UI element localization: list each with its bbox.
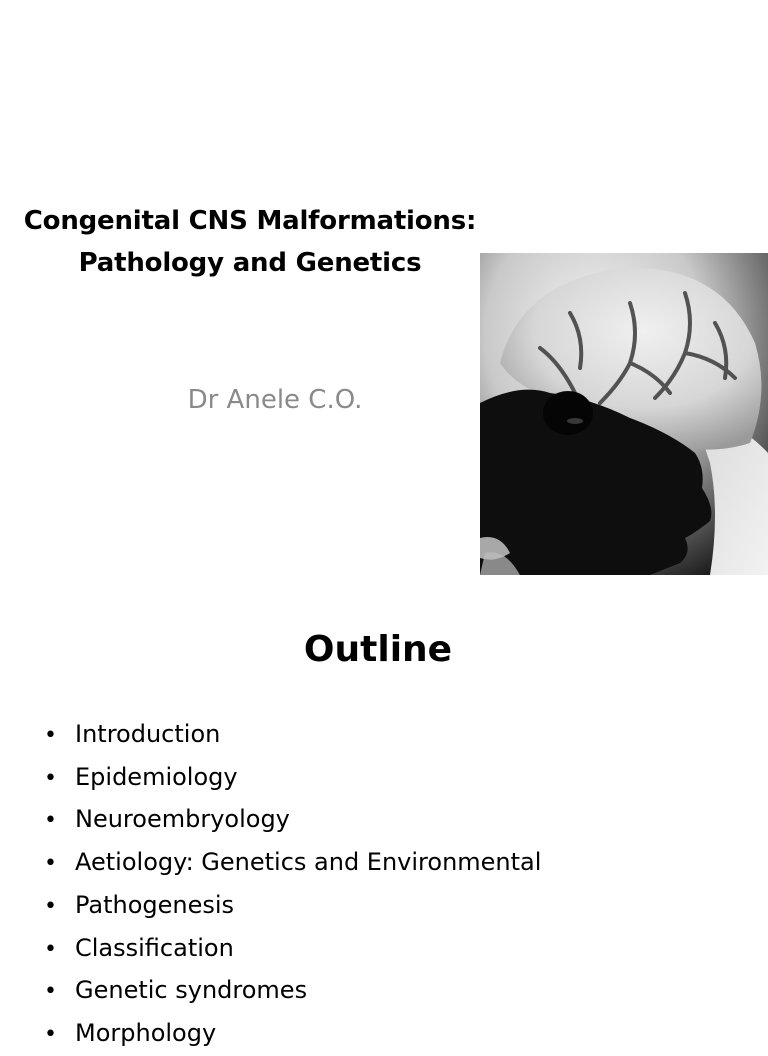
list-item: [44, 885, 541, 928]
bullet-icon: •: [44, 893, 57, 919]
outline-heading: Outline: [303, 629, 453, 670]
list-item-text: Introduction: [75, 720, 221, 748]
list-item-text: Neuroembryology: [75, 805, 290, 834]
slide-title: [0, 200, 500, 284]
list-item: [44, 970, 541, 1013]
bullet-icon: •: [44, 1021, 57, 1047]
title-line-1: Congenital CNS Malformations:: [23, 206, 477, 236]
list-item-text: Genetic syndromes: [75, 976, 308, 1005]
outline-list: [44, 714, 541, 1056]
list-item-text: Aetiology: Genetics and Environmental: [75, 848, 542, 877]
list-item: [44, 799, 541, 842]
title-line-2: Pathology and Genetics: [78, 248, 422, 278]
list-item-text: Classification: [75, 933, 234, 962]
bullet-icon: •: [44, 851, 57, 877]
list-item: [44, 1013, 541, 1056]
list-item: [44, 757, 541, 800]
bullet-icon: •: [44, 936, 57, 962]
fetal-ultrasound-image: [480, 253, 768, 575]
list-item-text: Morphology: [75, 1018, 217, 1047]
list-item: [44, 714, 541, 757]
list-item-text: Epidemiology: [75, 762, 238, 791]
list-item-text: Pathogenesis: [75, 890, 235, 919]
bullet-icon: •: [44, 723, 57, 748]
list-item: [44, 842, 541, 885]
author-subtitle: Dr Anele C.O.: [187, 385, 363, 415]
bullet-icon: •: [44, 765, 57, 791]
bullet-icon: •: [44, 979, 57, 1005]
list-item: [44, 928, 541, 971]
bullet-icon: •: [44, 808, 57, 834]
